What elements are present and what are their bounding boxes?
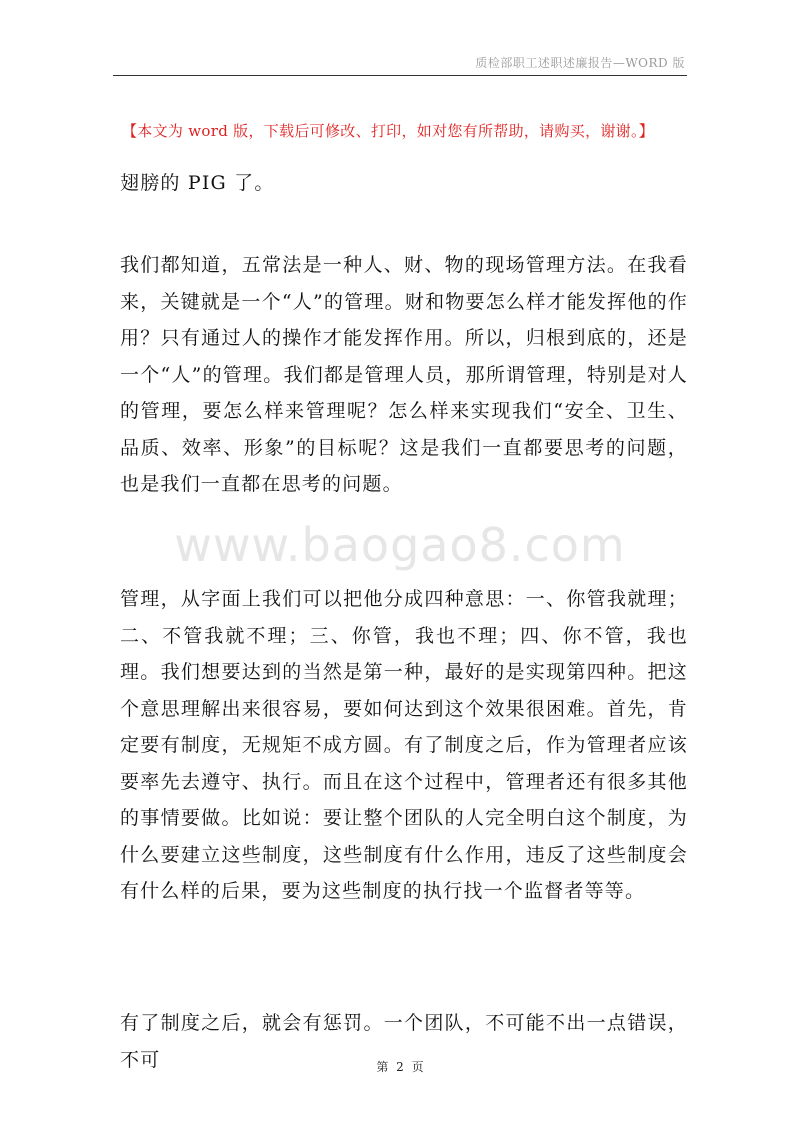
paragraph-penalties: 有了制度之后，就会有惩罚。一个团队，不可能不出一点错误，不可 — [120, 1012, 688, 1071]
watermark-text: www.baogao8.com — [174, 518, 626, 572]
paragraph-four-meanings: 管理，从字面上我们可以把他分成四种意思：一、你管我就理；二、不管我就不理；三、你管，我也不理；四、你不管，我也理。我们想要达到的当然是第一种，最好的是实现第四种。把这个意思理解出来很容易，要如何达到这个效果很困难。首先，肯定要有制度，无规矩不成方圆。有了制度之后，作为管理者应该要率先去遵守、执行。而且在这个过程中，管理者还有很多其他的事情要做。比如说：要让整个团队的人完全明白这个制度，为什么要建立这些制度，这些制度有什么作用，违反了这些制度会有什么样的后果，要为这些制度的执行找一个监督者等等。 — [120, 588, 688, 902]
paragraph-five-s-management: 我们都知道，五常法是一种人、财、物的现场管理方法。在我看来，关键就是一个“人”的管理。财和物要怎么样才能发挥他的作用？只有通过人的操作才能发挥作用。所以，归根到底的，还是一个“人”的管理。我们都是管理人员，那所谓管理，特别是对人的管理，要怎么样来管理呢？怎么样来实现我们“安全、卫生、品质、效率、形象”的目标呢？这是我们一直都要思考的问题，也是我们一直都在思考的问题。 — [120, 254, 688, 495]
page-number: 第 2 页 — [376, 1060, 424, 1074]
document-header-title: 质检部职工述职述廉报告—WORD 版 — [475, 56, 685, 70]
header-divider — [113, 75, 687, 76]
purchase-notice: 【本文为 word 版，下载后可修改、打印，如对您有所帮助，请购买，谢谢。】 — [122, 122, 655, 140]
paragraph-fragment: 翅膀的 PIG 了。 — [120, 172, 275, 194]
